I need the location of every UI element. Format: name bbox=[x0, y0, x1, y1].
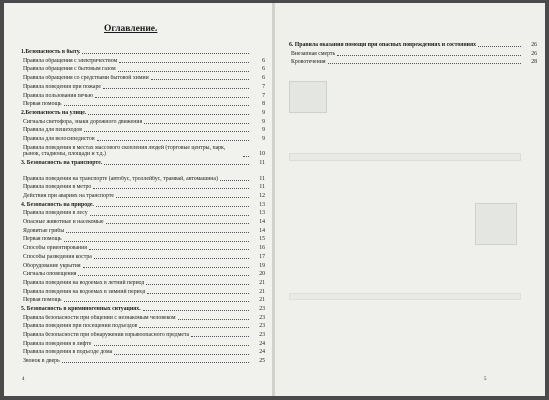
toc-page-number: 25 bbox=[259, 358, 265, 365]
toc-dot-leader bbox=[93, 188, 249, 189]
left-page bbox=[4, 3, 272, 396]
toc-entry-text: Правила пользования печью bbox=[23, 92, 94, 99]
toc-entry bbox=[21, 356, 265, 365]
toc-dot-leader bbox=[220, 180, 249, 181]
toc-dot-leader bbox=[94, 345, 250, 346]
toc-entry-text: 2.Безопасность на улице. bbox=[21, 109, 87, 116]
toc-entry bbox=[21, 295, 265, 304]
toc-entry bbox=[21, 278, 265, 287]
toc-entry-text: Правила поведения при посещении подъездов bbox=[23, 323, 138, 330]
toc-dot-leader bbox=[478, 46, 521, 47]
toc-dot-leader bbox=[243, 156, 249, 157]
toc-page-number: 17 bbox=[259, 253, 265, 260]
toc-page-number: 7 bbox=[262, 83, 265, 90]
toc-entry-text: Правила обращения со средствами бытовой химии bbox=[23, 75, 149, 82]
toc-page-number: 6 bbox=[262, 57, 265, 64]
toc-entry-text: Первая помощь bbox=[23, 101, 62, 108]
toc-entry-text: Первая помощь bbox=[23, 297, 62, 304]
toc-entry bbox=[21, 117, 265, 126]
toc-section-heading bbox=[21, 304, 265, 313]
toc-entry-text: Правила поведения на водоемах в зимний период bbox=[23, 288, 146, 295]
toc-dot-leader bbox=[64, 105, 249, 106]
toc-dot-leader bbox=[106, 223, 249, 224]
toc-entry bbox=[21, 260, 265, 269]
toc-entry-text: Правила для пешеходов bbox=[23, 127, 82, 134]
toc-dot-leader bbox=[119, 62, 249, 63]
toc-entry bbox=[21, 56, 265, 65]
toc-page-number: 14 bbox=[259, 219, 265, 226]
toc-page-number: 23 bbox=[259, 314, 265, 321]
toc-dot-leader bbox=[94, 258, 249, 259]
toc-dot-leader bbox=[84, 131, 249, 132]
toc-entry-text: Правила для велосипедистов bbox=[23, 135, 95, 142]
toc-entry bbox=[21, 64, 265, 73]
toc-entry bbox=[21, 99, 265, 108]
toc-entry bbox=[21, 347, 265, 356]
toc-page-number: 23 bbox=[259, 332, 265, 339]
toc-page-number: 11 bbox=[259, 175, 265, 182]
toc-entry-text: Правила безопасности при обнаружении взрывоопасного предмета bbox=[23, 332, 190, 339]
toc-dot-leader bbox=[328, 63, 521, 64]
toc-dot-leader bbox=[116, 197, 249, 198]
toc-page-number: 9 bbox=[262, 135, 265, 142]
toc-entry bbox=[21, 234, 265, 243]
book-spread bbox=[4, 3, 545, 396]
toc-page-number: 16 bbox=[259, 245, 265, 252]
toc-page-number: 24 bbox=[259, 349, 265, 356]
toc-dot-leader bbox=[66, 232, 249, 233]
toc-dot-leader bbox=[88, 114, 249, 115]
toc-entry-text: Способы разведения костра bbox=[23, 253, 92, 260]
toc-page-number: 19 bbox=[259, 262, 265, 269]
toc-page-number: 10 bbox=[259, 151, 265, 158]
toc-entry-text: Оборудование укрытия bbox=[23, 262, 81, 269]
toc-page-number: 11 bbox=[259, 160, 265, 167]
toc-page-number: 13 bbox=[259, 201, 265, 208]
bleed-through-image-3 bbox=[289, 153, 521, 161]
toc-dot-leader bbox=[64, 301, 249, 302]
toc-page-number: 9 bbox=[262, 127, 265, 134]
toc-entry bbox=[21, 191, 265, 200]
toc-entry-text: Правила поведения в местах массового скопления людей (торговые центры, парк, рынок, стадионы, площади и т.д.) bbox=[23, 144, 226, 158]
toc-page-number: 14 bbox=[259, 227, 265, 234]
toc-entry-text: Правила поведения на водоемах в летний период bbox=[23, 279, 145, 286]
toc-entry-text: Звонок в дверь bbox=[23, 358, 60, 365]
toc-page-number: 26 bbox=[531, 50, 537, 57]
toc-entry bbox=[21, 243, 265, 252]
toc-page-number: 9 bbox=[262, 109, 265, 116]
toc-page-number: 6 bbox=[262, 66, 265, 73]
toc-page-number: 9 bbox=[262, 118, 265, 125]
bleed-through-image-1 bbox=[289, 81, 327, 113]
toc-page-number: 7 bbox=[262, 92, 265, 99]
toc-entry bbox=[21, 217, 265, 226]
toc-entry bbox=[21, 125, 265, 134]
toc-list-left bbox=[21, 47, 265, 365]
toc-page-number: 26 bbox=[531, 41, 537, 48]
toc-entry bbox=[21, 321, 265, 330]
toc-page-number: 23 bbox=[259, 323, 265, 330]
toc-entry-text: Действия при авариях на транспорте bbox=[23, 193, 114, 200]
toc-entry bbox=[21, 287, 265, 296]
toc-page-number: 6 bbox=[262, 75, 265, 82]
toc-entry bbox=[21, 252, 265, 261]
toc-entry-text: 5. Безопасность в криминогенных ситуациях. bbox=[21, 305, 141, 312]
toc-entry-text: Сигналы оповещения bbox=[23, 271, 77, 278]
toc-entry-text: 6. Правила оказания помощи при опасных повреждениях и состояниях bbox=[289, 41, 477, 48]
toc-page-number: 21 bbox=[259, 288, 265, 295]
toc-page-number: 11 bbox=[259, 184, 265, 191]
toc-entry-text: 3. Безопасность на транспорте. bbox=[21, 160, 103, 167]
toc-entry-text: Правила поведения в лесу bbox=[23, 210, 88, 217]
toc-dot-leader bbox=[337, 55, 521, 56]
toc-entry-text: Правила обращения с электричеством bbox=[23, 57, 118, 64]
toc-page-number: 13 bbox=[259, 210, 265, 217]
toc-page-number: 12 bbox=[259, 193, 265, 200]
toc-page-number: 28 bbox=[531, 59, 537, 66]
toc-dot-leader bbox=[191, 336, 249, 337]
toc-entry-text: Ядовитые грибы bbox=[23, 227, 65, 234]
toc-section-heading bbox=[289, 33, 537, 49]
toc-entry bbox=[21, 269, 265, 278]
toc-dot-leader bbox=[82, 53, 249, 54]
toc-dot-leader bbox=[62, 362, 249, 363]
toc-section-heading bbox=[21, 158, 265, 167]
toc-entry-text: Правила поведения в подъезде дома bbox=[23, 349, 113, 356]
toc-entry-text: Опасные животные и насекомые bbox=[23, 219, 104, 226]
toc-page-number: 8 bbox=[262, 101, 265, 108]
toc-section-heading bbox=[21, 200, 265, 209]
toc-dot-leader bbox=[83, 267, 249, 268]
toc-section-heading bbox=[21, 108, 265, 117]
toc-dot-leader bbox=[97, 140, 249, 141]
toc-dot-leader bbox=[104, 164, 249, 165]
toc-page-number: 15 bbox=[259, 236, 265, 243]
bleed-through-image-2 bbox=[475, 203, 517, 245]
toc-page-number: 23 bbox=[259, 305, 265, 312]
toc-entry-text: 4. Безопасность на природе. bbox=[21, 201, 94, 208]
right-page bbox=[275, 3, 545, 396]
toc-page-number: 20 bbox=[259, 271, 265, 278]
toc-entry bbox=[21, 313, 265, 322]
toc-entry-text: Правила обращения с бытовым газом bbox=[23, 66, 116, 73]
toc-dot-leader bbox=[139, 327, 249, 328]
toc-dot-leader bbox=[96, 206, 249, 207]
toc-entry bbox=[21, 167, 265, 183]
toc-dot-leader bbox=[118, 71, 249, 72]
toc-dot-leader bbox=[144, 123, 249, 124]
toc-dot-leader bbox=[143, 310, 249, 311]
toc-entry-text: Правила поведения при пожаре bbox=[23, 83, 101, 90]
toc-entry-text: Правила поведения на транспорте (автобус, троллейбус, трамвай, автомашина) bbox=[23, 175, 218, 182]
toc-entry-text: Кровотечения bbox=[291, 59, 326, 66]
toc-page-number: 21 bbox=[259, 297, 265, 304]
toc-entry bbox=[21, 143, 265, 159]
toc-entry-text: Правила поведения в метро bbox=[23, 184, 92, 191]
page-number-right: 5 bbox=[484, 377, 487, 382]
toc-entry bbox=[21, 208, 265, 217]
toc-entry bbox=[21, 134, 265, 143]
toc-dot-leader bbox=[89, 249, 249, 250]
toc-dot-leader bbox=[95, 97, 249, 98]
toc-entry bbox=[21, 330, 265, 339]
toc-page-number: 24 bbox=[259, 340, 265, 347]
toc-entry bbox=[21, 339, 265, 348]
toc-entry-text: Способы ориентирования bbox=[23, 245, 87, 252]
toc-entry bbox=[289, 49, 537, 58]
toc-entry-text: Правила безопасности при общении с незнакомым человеком bbox=[23, 314, 176, 321]
toc-entry bbox=[21, 90, 265, 99]
toc-dot-leader bbox=[64, 241, 249, 242]
toc-dot-leader bbox=[146, 284, 249, 285]
toc-entry-text: Сигналы светофора, знаки дорожного движения bbox=[23, 118, 143, 125]
toc-title: Оглавление. bbox=[104, 24, 158, 34]
toc-section-heading bbox=[21, 47, 265, 56]
toc-dot-leader bbox=[178, 319, 249, 320]
toc-entry-text: 1.Безопасность в быту. bbox=[21, 49, 81, 56]
toc-dot-leader bbox=[78, 275, 249, 276]
toc-entry bbox=[21, 226, 265, 235]
toc-list-right bbox=[289, 33, 537, 66]
toc-dot-leader bbox=[114, 354, 249, 355]
bleed-through-image-4 bbox=[289, 293, 521, 300]
toc-page-number: 21 bbox=[259, 279, 265, 286]
toc-entry-text: Внезапная смерть bbox=[291, 50, 336, 57]
toc-entry-text: Правила поведения в лифте bbox=[23, 340, 92, 347]
toc-dot-leader bbox=[151, 79, 249, 80]
toc-entry bbox=[21, 82, 265, 91]
toc-entry bbox=[21, 73, 265, 82]
toc-dot-leader bbox=[103, 88, 249, 89]
toc-entry bbox=[289, 57, 537, 66]
toc-entry-text: Первая помощь bbox=[23, 236, 62, 243]
bleed-through-header bbox=[114, 9, 116, 15]
page-number-left: 4 bbox=[22, 377, 25, 382]
toc-dot-leader bbox=[90, 215, 249, 216]
toc-entry bbox=[21, 182, 265, 191]
toc-dot-leader bbox=[147, 293, 249, 294]
